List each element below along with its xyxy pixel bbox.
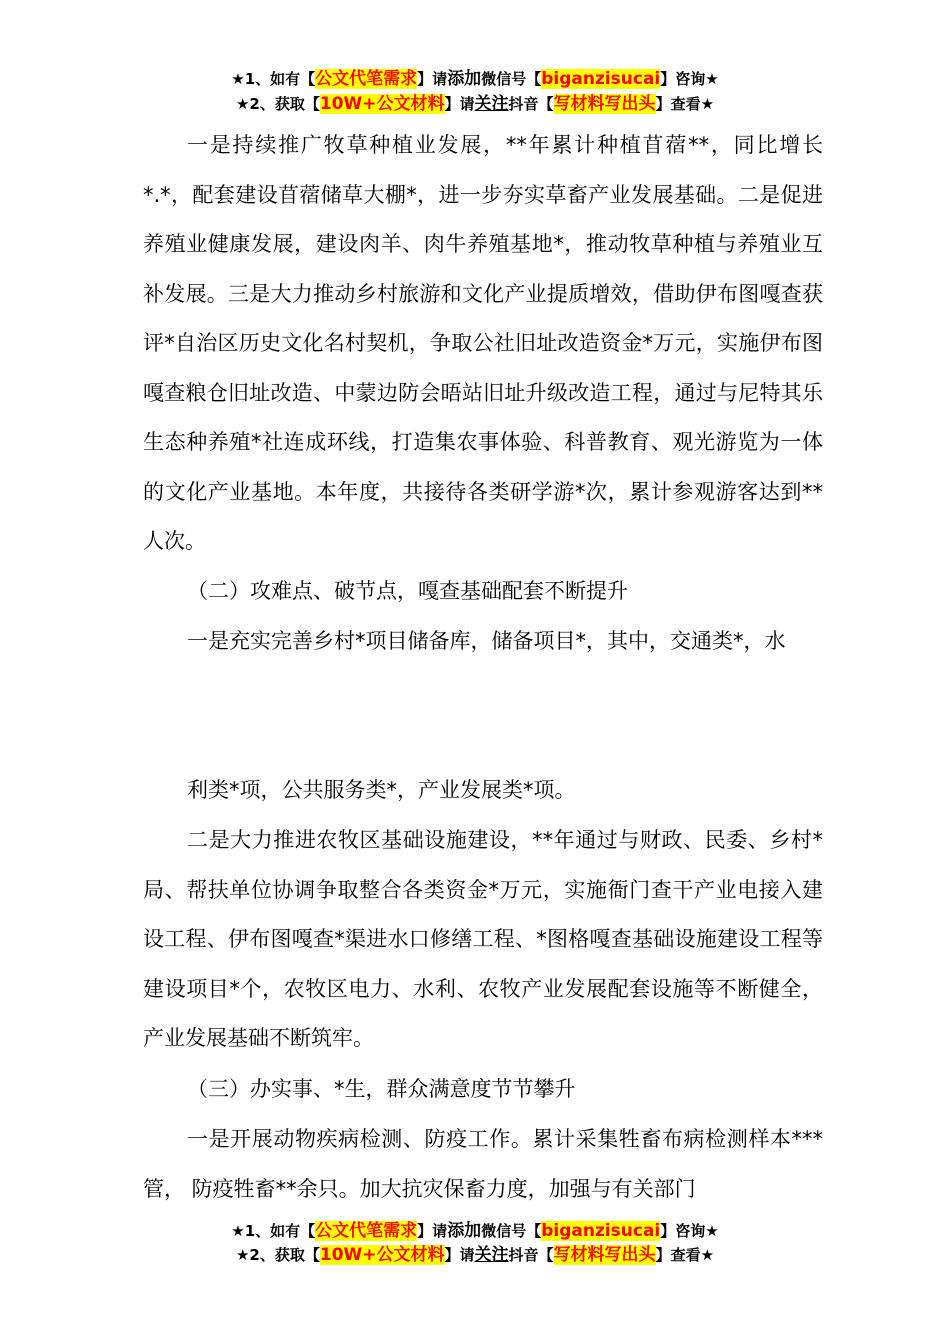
banner-highlight: 写材料写出头 [553,94,656,114]
banner-text: 微信号【 [481,70,542,88]
banner-emphasis: 关注 [474,1245,509,1265]
banner-text: 】请 [417,70,448,88]
banner-emphasis: 添加 [447,69,482,89]
banner-text: 】请 [417,1222,448,1240]
banner-text: 微信号【 [481,1222,542,1240]
banner-highlight: 写材料写出头 [553,1245,656,1265]
banner-text: 】查看★ [655,1246,715,1264]
banner-text: 】请 [444,1246,475,1264]
footer-banner-line-1 [0,1220,950,1242]
banner-emphasis: 关注 [474,94,509,114]
paragraph-1: 一是持续推广牧草种植业发展，**年累计种植苜蓿**，同比增长*.*，配套建设苜蓿储草大棚*，进一步夯实草畜产业发展基础。二是促进养殖业健康发展，建设肉羊、肉牛养殖基地*，推动牧草种植与养殖业互补发展。三是大力推动乡村旅游和文化产业提质增效，借助伊布图嘎查获评*自治区历史文化名村契机，争取公社旧址改造资金*万元，实施伊布图嘎查粮仓旧址改造、中蒙边防会晤站旧址升级改造工程，通过与尼特其乐生态种养殖*社连成环线，打造集农事体验、科普教育、观光游览为一体的文化产业基地。本年度，共接待各类研学游*次，累计参观游客达到**人次。 [143,133,823,553]
paragraph-3: 二是大力推进农牧区基础设施建设，**年通过与财政、民委、乡村*局、帮扶单位协调争取整合各类资金*万元，实施衙门查干产业电接入建设工程、伊布图嘎查*渠进水口修缮工程、*图格嘎查基础设施建设工程等建设项目*个，农牧区电力、水利、农牧产业发展配套设施等不断健全，产业发展基础不断筑牢。 [143,828,823,1050]
banner-highlight: 公文代笔需求 [315,69,418,89]
footer-banner-line-2 [0,1244,950,1266]
paragraph-2: 一是充实完善乡村*项目储备库，储备项目*，其中，交通类*，水 [187,629,786,653]
banner-highlight: 公文代笔需求 [315,1221,418,1241]
header-banner-line-2 [0,93,950,115]
section-heading-3: （三）办实事、*生，群众满意度节节攀升 [187,1077,576,1101]
banner-text: ★2、获取【 [235,1246,320,1264]
banner-text: 】查看★ [655,95,715,113]
header-banner-line-1 [0,68,950,90]
paragraph-4: 一是开展动物疾病检测、防疫工作。累计采集牲畜布病检测样本***管， 防疫牲畜**余只。加大抗灾保畜力度，加强与有关部门 [143,1127,823,1201]
banner-highlight: biganzisucai [541,69,661,89]
banner-text: 抖音【 [508,95,554,113]
banner-text: ★2、获取【 [235,95,320,113]
banner-text: 】咨询★ [660,70,719,88]
banner-text: 抖音【 [508,1246,554,1264]
banner-emphasis: 添加 [447,1221,482,1241]
banner-text: 】请 [444,95,475,113]
banner-text: ★1、如有【 [231,1222,316,1240]
banner-highlight: 10W+公文材料 [319,94,445,114]
paragraph-2-continued: 利类*项，公共服务类*，产业发展类*项。 [187,778,576,802]
banner-highlight: biganzisucai [541,1221,661,1241]
banner-text: ★1、如有【 [231,70,316,88]
section-heading-2: （二）攻难点、破节点，嘎查基础配套不断提升 [187,579,628,603]
banner-highlight: 10W+公文材料 [319,1245,445,1265]
banner-text: 】咨询★ [660,1222,719,1240]
